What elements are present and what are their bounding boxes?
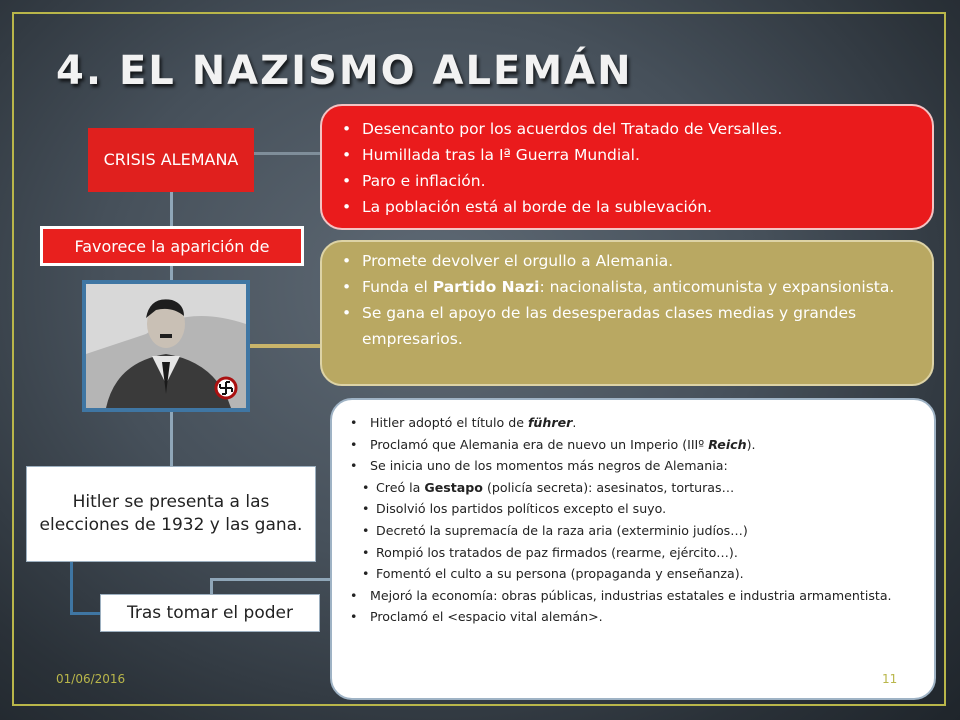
gestapo-text: Gestapo — [424, 479, 483, 495]
list-item: • Paro e inflación. — [336, 168, 918, 194]
favorece-box: Favorece la aparición de — [40, 226, 304, 266]
sub-list-item: • Fomentó el culto a su persona (propaganda y enseñanza). — [344, 563, 918, 585]
sub-list-item: • Decretó la supremacía de la raza aria (exterminio judíos…) — [344, 520, 918, 542]
item-text: Creó la — [376, 479, 425, 495]
list-item: • La población está al borde de la sublevación. — [336, 194, 918, 220]
hitler-promises-panel — [320, 240, 934, 386]
list-item: • Mejoró la economía: obras públicas, industrias estatales e industria armamentista. — [344, 585, 918, 607]
crisis-causes-list — [336, 116, 918, 220]
sub-list-item: • Disolvió los partidos políticos excepto el suyo. — [344, 498, 918, 520]
slide-title: 4. EL NAZISMO ALEMÁN — [56, 48, 633, 94]
connector-trunk-mid — [170, 266, 173, 280]
list-item: • Se inicia uno de los momentos más negros de Alemania: — [344, 455, 918, 477]
crisis-box: CRISIS ALEMANA — [88, 128, 254, 192]
list-item — [336, 274, 918, 300]
connector-photo-tan — [250, 344, 320, 348]
fuhrer-text: führer — [527, 415, 573, 430]
list-item — [344, 412, 918, 434]
list-item: • Proclamó el <espacio vital alemán>. — [344, 606, 918, 628]
list-item: • Se gana el apoyo de las desesperadas clases medias y grandes empresarios. — [336, 300, 918, 352]
partido-nazi-text: Partido Nazi — [432, 278, 540, 296]
sub-list-item — [344, 477, 918, 499]
tras-tomar-poder-box: Tras tomar el poder — [100, 594, 320, 632]
hitler-portrait — [82, 280, 250, 412]
connector-tras-white — [210, 578, 332, 581]
connector-trunk-top — [170, 192, 173, 226]
item-text: (policía secreta): asesinatos, torturas… — [482, 479, 735, 495]
connector-elec-tras-v — [70, 562, 73, 614]
footer-date: 01/06/2016 — [56, 672, 126, 686]
sub-list-item: • Rompió los tratados de paz firmados (rearme, ejército…). — [344, 542, 918, 564]
list-item: • Promete devolver el orgullo a Alemania. — [336, 248, 918, 274]
connector-trunk-low — [170, 412, 173, 466]
item-text: Hitler adoptó el título de — [370, 415, 528, 430]
connector-elec-tras-h — [70, 612, 102, 615]
crisis-causes-panel — [320, 104, 934, 230]
reich-text: Reich — [708, 436, 747, 452]
item-text: . — [572, 415, 577, 430]
connector-crisis-red — [254, 152, 320, 155]
item-text: Proclamó que Alemania era de nuevo un Imperio (IIIº — [370, 436, 709, 452]
after-power-list — [344, 412, 918, 628]
hitler-promises-list — [336, 248, 918, 352]
elecciones-box: Hitler se presenta a las elecciones de 1932 y las gana. — [26, 466, 316, 562]
after-power-panel — [330, 398, 936, 700]
list-item: • Desencanto por los acuerdos del Tratado de Versalles. — [336, 116, 918, 142]
item-text: ). — [746, 436, 756, 452]
portrait-illustration — [86, 284, 246, 408]
item-text: Funda el — [362, 278, 433, 296]
footer-page-number: 11 — [882, 672, 898, 686]
list-item — [344, 434, 918, 456]
item-text: : nacionalista, anticomunista y expansionista. — [539, 278, 895, 296]
list-item: • Humillada tras la Iª Guerra Mundial. — [336, 142, 918, 168]
